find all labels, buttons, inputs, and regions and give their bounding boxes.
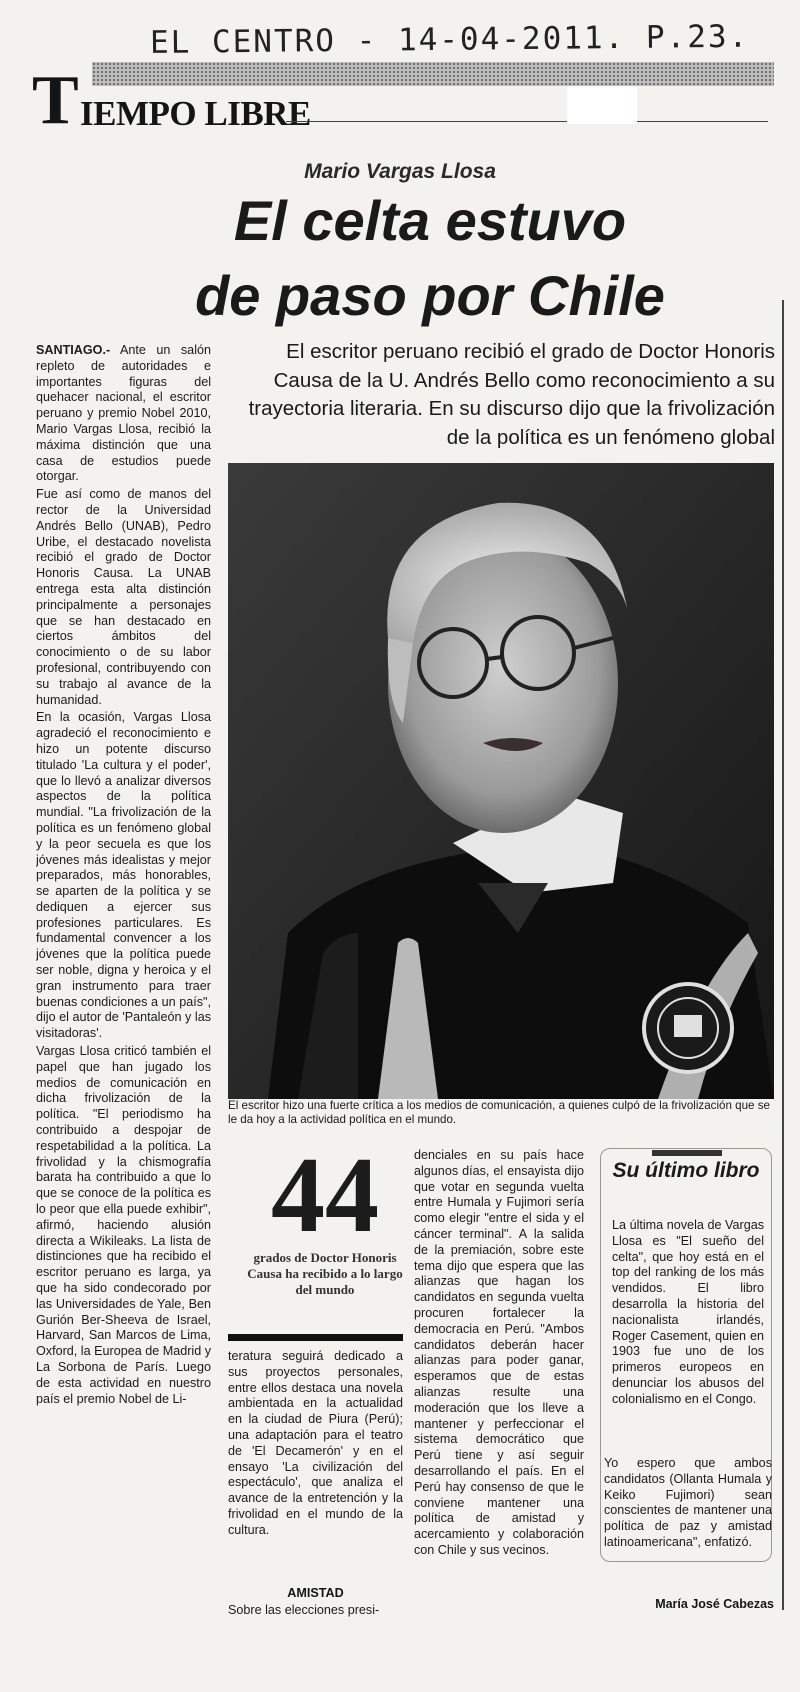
section-title: IEMPO LIBRE [80,94,311,133]
headline-line-2: de paso por Chile [195,264,665,327]
paragraph: Yo espero que ambos candidatos (Ollanta Humala y Keiko Fujimori) sean conscientes de mantener una política de paz y amistad latinoamericana", enfatizó. [604,1456,772,1549]
byline: María José Cabezas [655,1597,774,1611]
column-rule [782,300,784,1610]
subheading: AMISTAD [287,1586,344,1600]
paragraph: Sobre las elecciones presi- [228,1603,380,1617]
section-initial: T [32,62,79,139]
stat-rule [228,1334,403,1341]
section-header-bar [92,62,774,86]
paragraph: teratura seguirá dedicado a sus proyectos personales, entre ellos destaca una novela ambientada en la actualidad en la ciudad de Piura (Perú); una adaptación para el teatro de 'El Decamerón' y en el ensayo 'La civilización del espectáculo', que analiza el avance de la entretención y la frivolidad en el mundo de la cultura. [228,1349,403,1537]
sidebar-text: La última novela de Vargas Llosa es "El sueño del celta", que hoy está en el top del ranking de los más vendidos. El libro desarrolla la historia del nacionalista irlandés, Roger Casement, quien en 1903 fue uno de los primeros europeos en denunciar los abusos del colonialismo en el Congo. [612,1218,764,1406]
paragraph: Vargas Llosa criticó también el papel que han jugado los medios de comunicación en dicha frivolización de la política. "El periodismo ha contribuido a despojar de respetabilidad a la política. La frivolidad y la chismografía barata ha contribuido a que lo que se conoce de la política es lo peor que ella puede exhibir", afirmó, haciendo alusión directa a Wikileaks. La lista de distinciones que ha recibido el escritor peruano es larga, ya que ha sido condecorado por las Universidades de Yale, Ben Gurión Ber-Sheeva de Israel, Harvard, San Marcos de Lima, Oxford, la Europea de Madrid y La Sorbona de París. Luego de esta actividad en nuestro país el premio Nobel de Li- [36,1044,211,1406]
portrait-photo [228,463,774,1099]
portrait-illustration [228,463,774,1099]
photo-caption: El escritor hizo una fuerte crítica a los medios de comunicación, a quienes culpó de la frivolización que se le da hoy a la actividad política en el mundo. [228,1099,770,1126]
article-column-1 [36,343,211,1633]
section-rule [286,121,768,122]
kicker: Mario Vargas Llosa [304,160,496,183]
stat-description: grados de Doctor Honoris Causa ha recibido a lo largo del mundo [247,1250,403,1297]
article-column-4 [604,1456,772,1553]
article-column-3 [414,1148,584,1561]
paragraph: En la ocasión, Vargas Llosa agradeció el reconocimiento e hizo un potente discurso titulado 'La cultura y el poder', que lo llevó a analizar diversos aspectos de la política mundial. "La frivolización de la política es un fenómeno global y la peor secuela es que los jóvenes más idealistas y mejor preparados, más honorables, se aparten de la política y se dediquen a ejercer sus profesiones particulares. Es fundamental convencer a los jóvenes que la política puede ser noble, digna y heroica y el gran instrumento para traer buenas condiciones a un país", dijo el autor de 'Pantaleón y las visitadoras'. [36,710,211,1041]
article-column-2 [228,1349,403,1541]
dateline: SANTIAGO.- [36,343,111,357]
paragraph: denciales en su país hace algunos días, el ensayista dijo que votar en segunda vuelta entre Humala y Fujimori sería como elegir "entre el sida y el cáncer terminal". A la salida de la premiación, sobre este tema dijo que espera que las alianzas que hagan los candidatos en segunda vuelta procuren fortalecer la democracia en Perú. "Ambos candidatos deberán hacer alianzas para poder ganar, esperamos que de estas alianzas resulte una moderación que los lleve a mantener y perfeccionar el sistema democrático que Perú tiene y así seguir desarrollando el país. En el Perú hay consenso de que le conviene mantener una política de amistad y acercamiento y colaboración con Chile y sus vecinos. [414,1148,584,1557]
sidebar-title-bar [652,1150,722,1156]
article-column-2-continued [228,1603,403,1621]
handwritten-note: EL CENTRO - 14-04-2011. P.23. [149,18,750,61]
headline-line-1: El celta estuvo [233,189,627,252]
paragraph: Fue así como de manos del rector de la Universidad Andrés Bello (UNAB), Pedro Uribe, el destacado novelista recibió el grado de Doctor Honoris Causa. La UNAB entrega esta alta distinción principalmente a personajes que se han destacado en ciertos ámbitos del conocimiento o de su labor profesional, contribuyendo con su trabajo al avance de la humanidad. [36,487,211,707]
stat-number: 44 [271,1136,379,1255]
sidebar-title: Su último libro [612,1159,760,1182]
redaction-patch [567,86,637,124]
paragraph [36,343,211,485]
deck: El escritor peruano recibió el grado de Doctor Honoris Causa de la U. Andrés Bello como reconocimiento a su trayectoria literaria. En su discurso dijo que la frivolización de la política es un fenómeno global [248,340,775,449]
paragraph-text: Ante un salón repleto de autoridades e importantes figuras del quehacer nacional, el escritor peruano y premio Nobel 2010, Mario Vargas Llosa, recibió la máxima distinción que una casa de estudios puede otorgar. [36,343,211,484]
